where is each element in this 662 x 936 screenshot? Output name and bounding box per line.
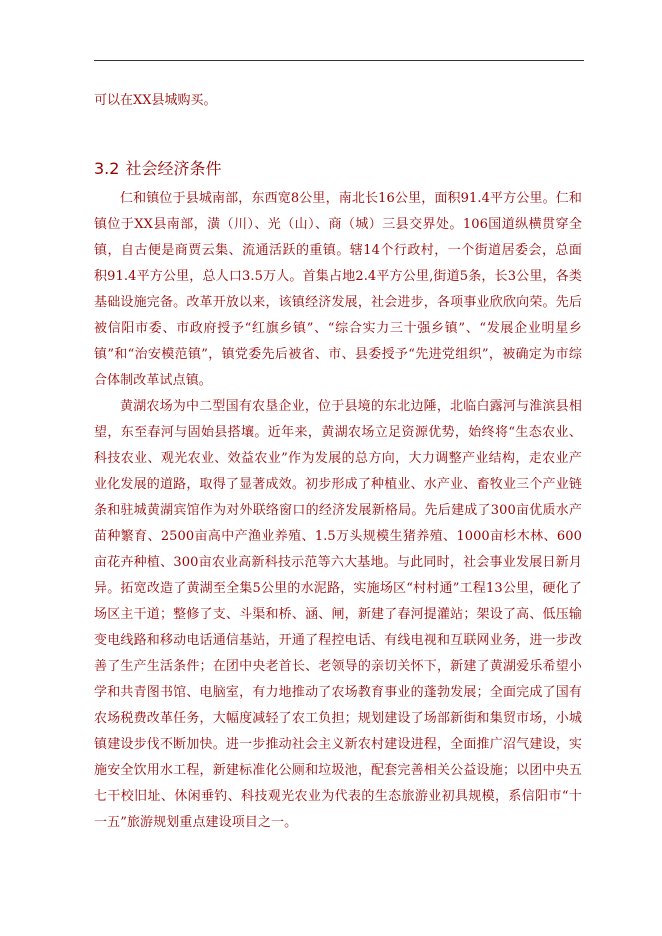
header-rule xyxy=(94,60,584,61)
section-title: 社会经济条件 xyxy=(125,159,222,178)
lead-line: 可以在XX县城购买。 xyxy=(94,93,217,108)
document-page xyxy=(94,88,582,836)
section-heading xyxy=(94,158,582,180)
paragraph-renhe: 仁和镇位于县城南部，东西宽8公里，南北长16公里，面积91.4平方公里。仁和镇位于XX县南部，潢（川）、光（山）、商（城）三县交界处。106国道纵横贯穿全镇，自古便是商贾云集、流通活跃的重镇。辖14个行政村，一个街道居委会，总面积91.4平方公里，总人口3.5万人。首集占地2.4平方公里,街道5条，长3公里，各类基础设施完备。改革开放以来，该镇经济发展，社会进步，各项事业欣欣向荣。先后被信阳市委、市政府授予“红旗乡镇”、“综合实力三十强乡镇”、“发展企业明星乡镇”和“治安模范镇”，镇党委先后被省、市、县委授予“先进党组织”，被确定为市综合体制改革试点镇。 xyxy=(94,191,582,388)
paragraph-huanghu: 黄湖农场为中二型国有农垦企业，位于县境的东北边陲，北临白露河与淮滨县相望，东至春河与固始县搭壤。近年来，黄湖农场立足资源优势，始终将“生态农业、科技农业、观光农业、效益农业”作为发展的总方向，大力调整产业结构，走农业产业化发展的道路，取得了显著成效。初步形成了种植业、水产业、畜牧业三个产业链条和驻城黄湖宾馆作为对外联络窗口的经济发展新格局。先后建成了300亩优质水产苗种繁育、2500亩高中产渔业养殖、1.5万头规模生猪养殖、1000亩杉木林、600亩花卉种植、300亩农业高新科技示范等六大基地。与此同时，社会事业发展日新月异。拓宽改造了黄湖至全集5公里的水泥路，实施场区“村村通”工程13公里，硬化了场区主干道；整修了支、斗渠和桥、涵、闸，新建了春河提灌站；架设了高、低压输变电线路和移动电话通信基站，开通了程控电话、有线电视和互联网业务，进一步改善了生产生活条件；在团中央老首长、老领导的亲切关怀下，新建了黄湖爱乐希望小学和共青图书馆、电脑室，有力地推动了农场教育事业的蓬勃发展；全面完成了国有农场税费改革任务，大幅度减轻了农工负担；规划建设了场部新街和集贸市场，小城镇建设步伐不断加快。进一步推动社会主义新农村建设进程，全面推广沼气建设，实施安全饮用水工程，新建标准化公厕和垃圾池，配套完善相关公益设施；以团中央五七干校旧址、休闲垂钓、科技观光农业为代表的生态旅游业初具规模，系信阳市“十一五”旅游规划重点建设项目之一。 xyxy=(94,399,582,830)
section-number: 3.2 xyxy=(94,159,120,178)
